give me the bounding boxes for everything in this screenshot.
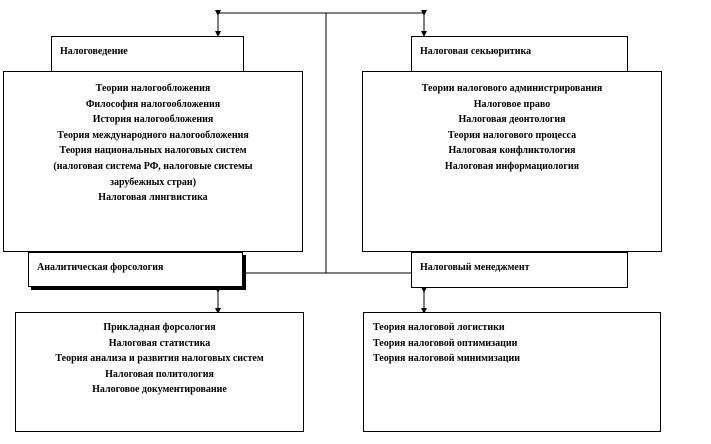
top-right-item: Налоговая деонтология [458,114,566,126]
bottom-left-item: Налоговое документирование [92,384,227,396]
top-right-content-box [362,71,662,252]
bottom-left-content-box [15,312,304,432]
top-right-item: Налоговое право [473,98,551,110]
top-right-item: Теории налогового администрирования [421,83,603,94]
bottom-left-item: Налоговая политология [105,368,214,380]
top-left-item: Философия налогообложения [85,98,221,110]
top-left-item: зарубежных стран) [109,176,197,188]
bottom-left-item: Прикладная форсология [103,322,216,333]
top-left-item: Теория национальных налоговых систем [59,145,247,157]
top-left-item: Теория международного налогообложения [57,129,249,141]
top-left-content-box [3,71,303,252]
bottom-right-title: Налоговый менеджмент [420,262,530,273]
bottom-right-content-box [363,312,661,432]
top-left-item: История налогообложения [92,114,214,126]
top-left-title-box [51,36,244,72]
top-right-item: Налоговая конфликтология [448,145,576,157]
bottom-right-title-box [411,252,628,288]
bottom-right-item: Теория налоговой оптимизации [373,337,518,349]
top-left-item: Налоговая лингвистика [98,192,208,204]
bottom-left-item: Налоговая статистика [108,337,211,349]
bottom-left-title: Аналитическая форсология [37,262,164,273]
top-left-item: (налоговая система РФ, налоговые системы [53,160,253,172]
top-left-item: Теории налогообложения [95,83,211,94]
bottom-right-items [364,313,660,367]
top-left-items [4,72,302,206]
top-right-title-box [411,36,628,72]
bottom-left-item: Теория анализа и развития налоговых систем [55,353,264,365]
top-right-item: Налоговая информациология [444,160,580,172]
top-right-item: Теория налогового процесса [447,129,577,141]
top-right-items [363,72,661,175]
bottom-right-item: Теория налоговой минимизации [373,353,521,365]
bottom-left-items [16,313,303,398]
bottom-right-item: Теория налоговой логистики [373,322,505,333]
top-left-title: Налоговедение [60,46,128,57]
top-right-title: Налоговая секьюритика [420,46,532,57]
bottom-left-title-box [28,252,243,287]
